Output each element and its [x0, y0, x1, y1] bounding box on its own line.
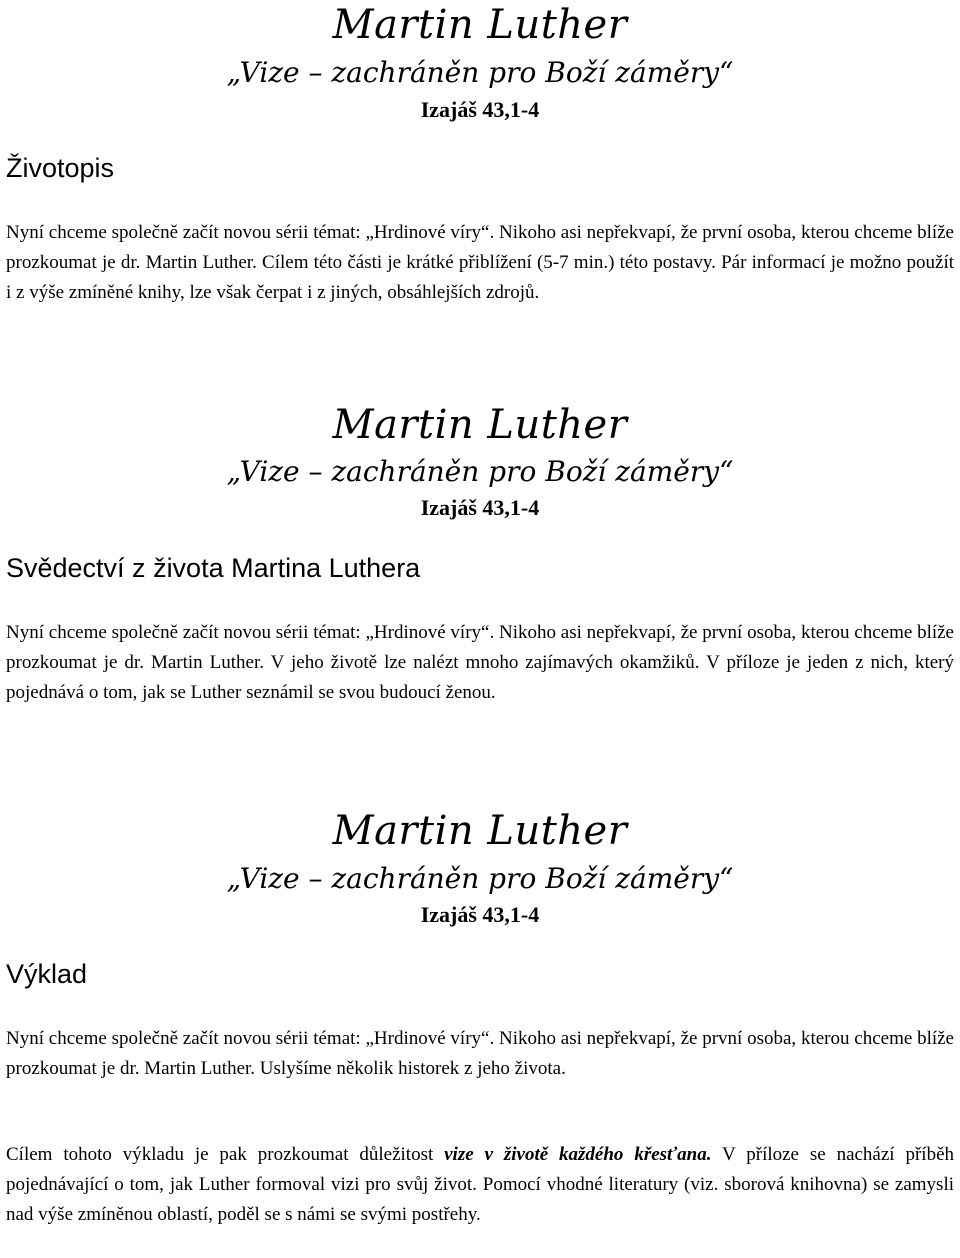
paragraph-text-before: Cílem tohoto výkladu je pak prozkoumat důležitost [6, 1144, 445, 1165]
section-paragraph: Nyní chceme společně začít novou sérii témat: „Hrdinové víry“. Nikoho asi nepřekvapí, že první osoba, kterou chceme blíže prozkoumat je dr. Martin Luther. Cílem této části je krátké přiblížení (5-7 min.) této postavy. Pár informací je možno použít i z výše zmíněné knihy, lze však čerpat i z jiných, obsáhlejších zdrojů. [6, 222, 954, 303]
bible-reference: Izajáš 43,1-4 [420, 97, 540, 122]
document-subtitle: „Vize – zachráněn pro Boží záměry“ [226, 56, 734, 89]
section-heading: Svědectví z života Martina Luthera [6, 553, 421, 583]
document-title: Martin Luther [332, 2, 628, 48]
paragraph-emphasis: vize v životě každého křesťana. [444, 1144, 712, 1165]
section-heading: Životopis [6, 153, 115, 183]
section-vyklad [0, 806, 960, 1258]
paragraph-text-after: V příloze se nachází příběh pojednávající o tom, jak Luther formoval vizi pro svůj život. Pomocí vhodné literatury (viz. sborová knihovna) se zamysli nad výše zmíněnou oblastí, poděl se s námi se svými postřehy. [6, 1144, 954, 1225]
document-title: Martin Luther [332, 402, 628, 448]
bible-reference: Izajáš 43,1-4 [420, 902, 540, 927]
section-paragraph: Nyní chceme společně začít novou sérii témat: „Hrdinové víry“. Nikoho asi nepřekvapí, že první osoba, kterou chceme blíže prozkoumat je dr. Martin Luther. V jeho životě lze nalézt mnoho zajímavých okamžiků. V příloze je jeden z nich, který pojednává o tom, jak se Luther seznámil se svou budoucí ženou. [6, 622, 954, 703]
section-svedectvi [0, 400, 960, 740]
section-paragraph-2 [6, 1140, 954, 1230]
section-zivotopis [0, 0, 960, 330]
document-title: Martin Luther [332, 808, 628, 854]
document-subtitle: „Vize – zachráněn pro Boží záměry“ [226, 862, 734, 895]
bible-reference: Izajáš 43,1-4 [420, 495, 540, 520]
section-heading: Výklad [6, 959, 88, 989]
section-paragraph: Nyní chceme společně začít novou sérii témat: „Hrdinové víry“. Nikoho asi nepřekvapí, že první osoba, kterou chceme blíže prozkoumat je dr. Martin Luther. Uslyšíme několik historek z jeho života. [6, 1028, 954, 1079]
document-subtitle: „Vize – zachráněn pro Boží záměry“ [226, 455, 734, 488]
